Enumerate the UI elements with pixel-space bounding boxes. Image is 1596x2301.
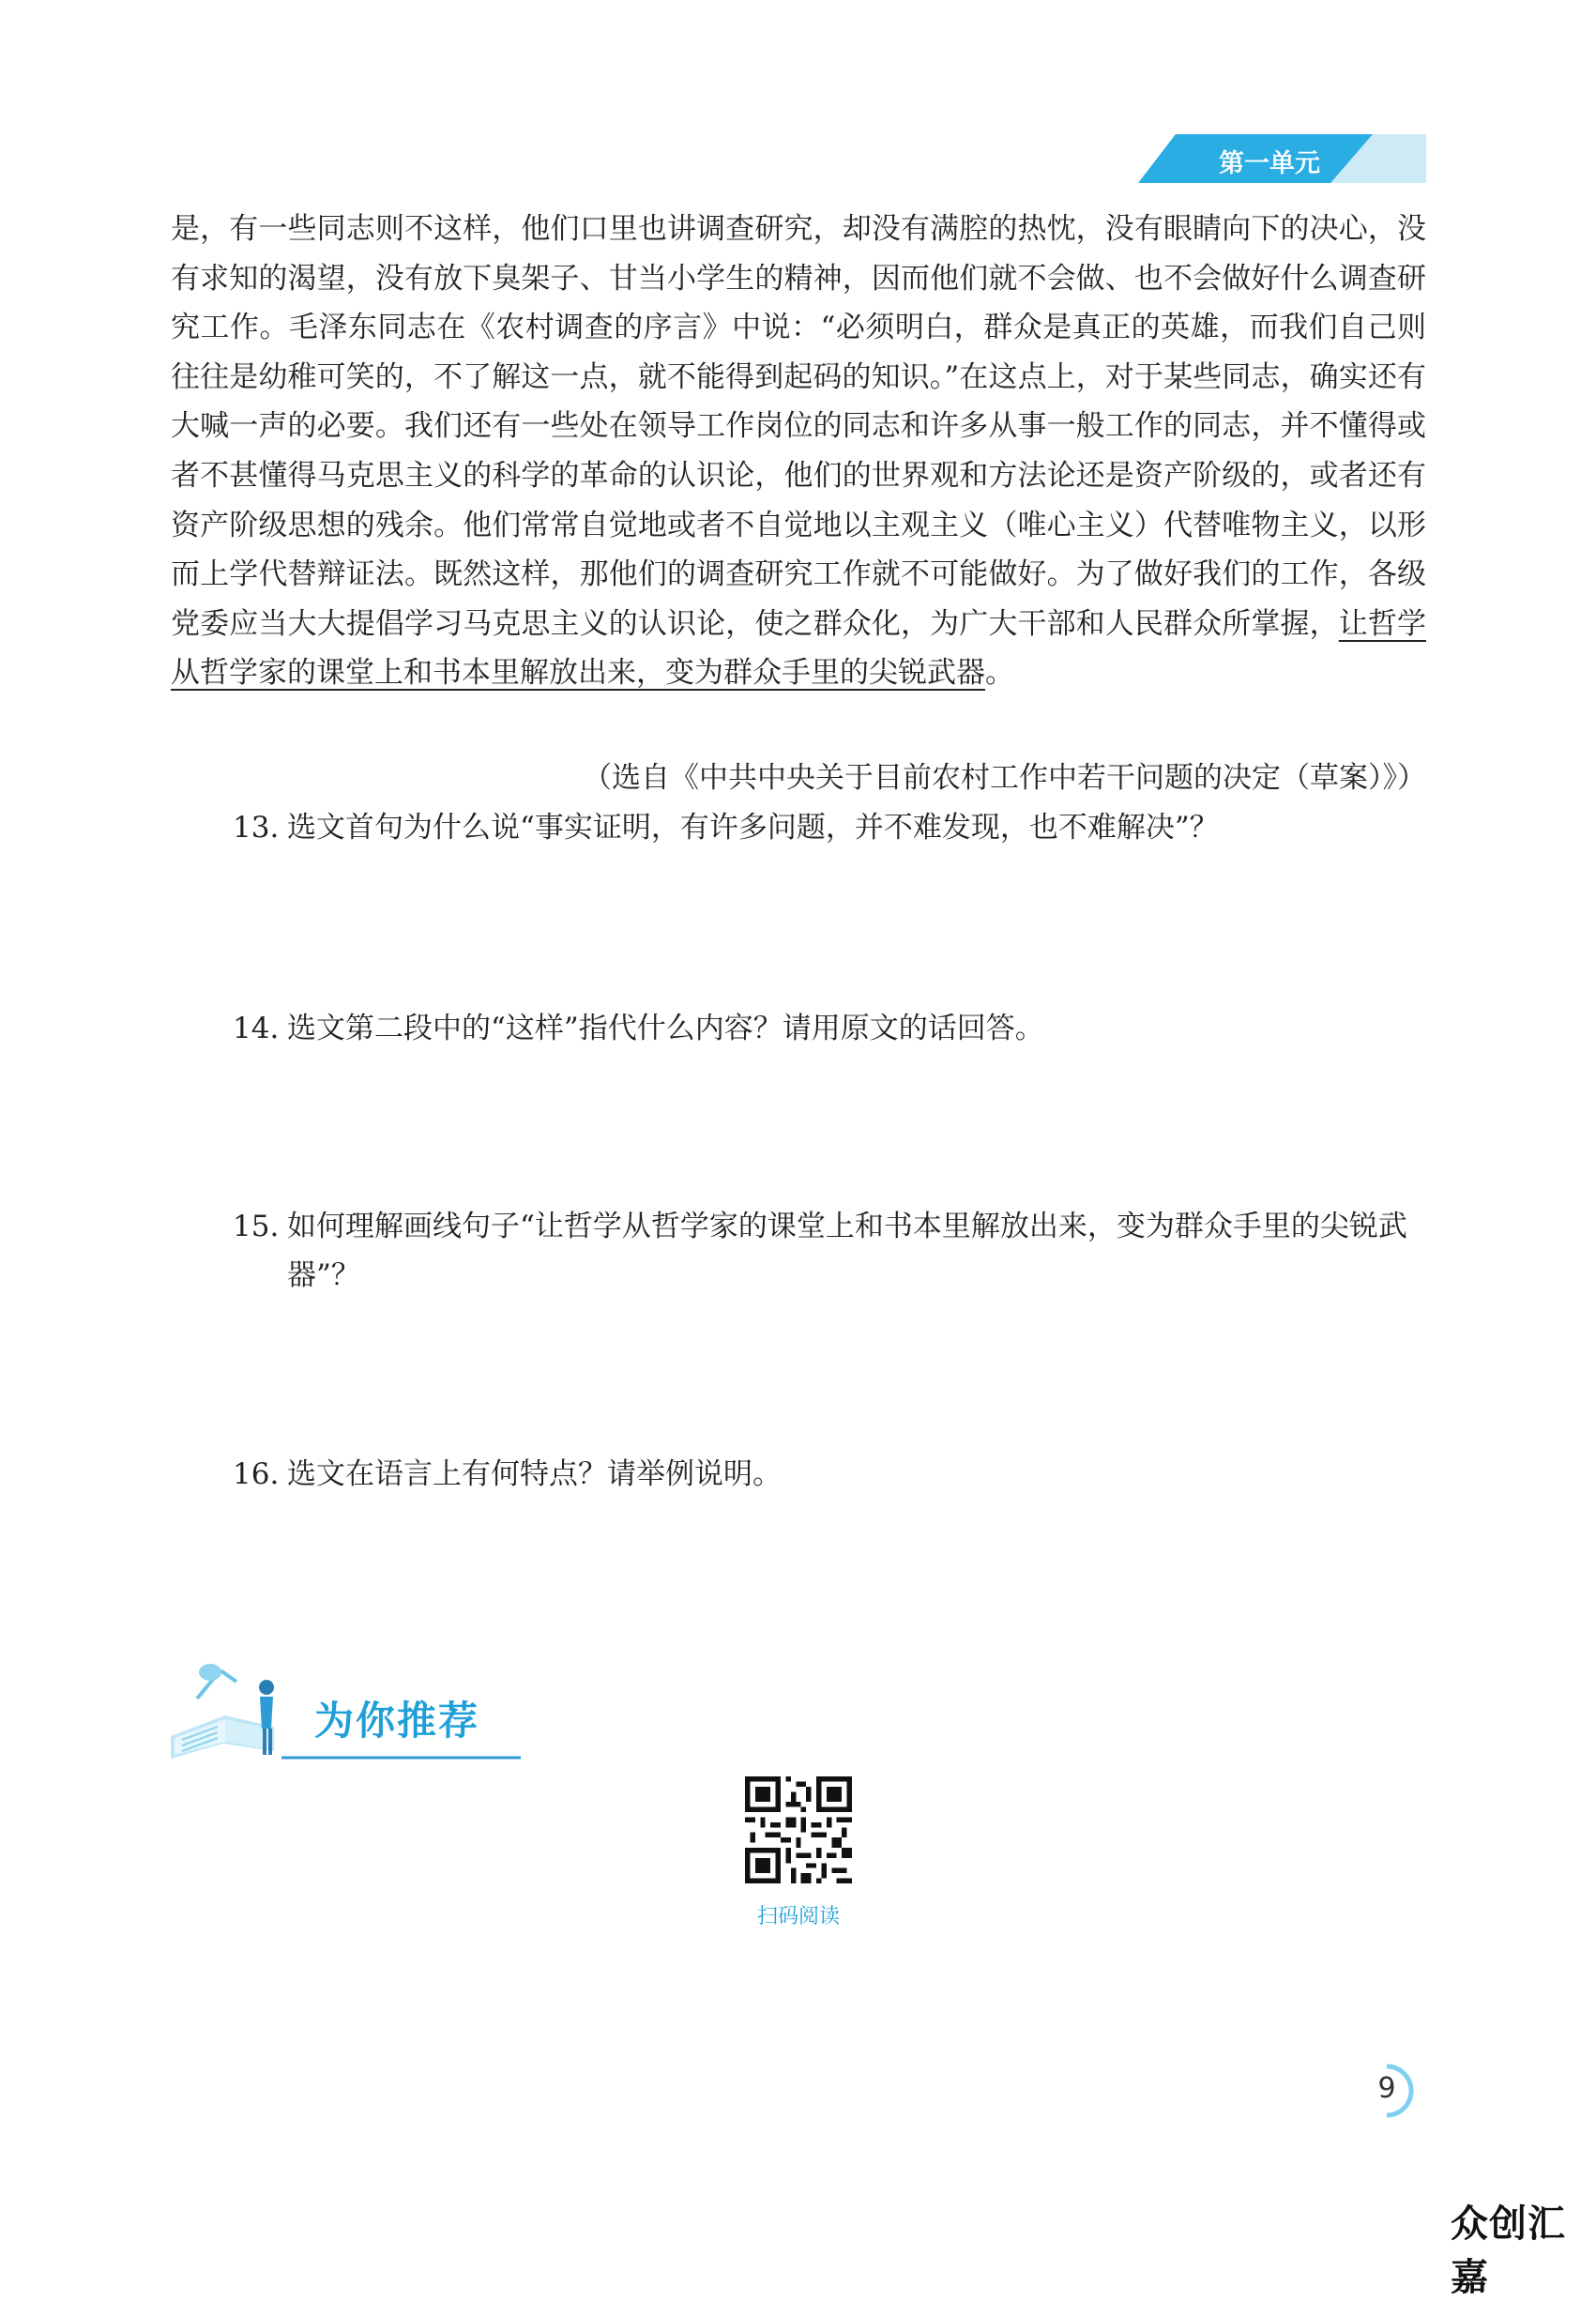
page-number: 9 — [1377, 2072, 1396, 2105]
passage-source: （选自《中共中央关于目前农村工作中若干问题的决定（草案）》） — [583, 761, 1426, 795]
question-15 — [233, 1202, 1426, 1300]
question-text: 选文第二段中的“这样”指代什么内容？请用原文的话回答。 — [287, 1012, 1044, 1045]
recommend-header — [169, 1661, 521, 1762]
question-number: 13. — [233, 811, 280, 845]
question-number: 16. — [233, 1457, 280, 1491]
reading-passage — [171, 205, 1426, 698]
underlined-sentence: 让哲学从哲学家的课堂上和书本里解放出来，变为群众手里的尖锐武器 — [171, 606, 1427, 691]
question-14 — [233, 1004, 1426, 1053]
passage-text: 是，有一些同志则不这样，他们口里也讲调查研究，却没有满腔的热忱，没有眼睛向下的决心，没有求知的渴望，没有放下臭架子、甘当小学生的精神，因而他们就不会做、也不会做好什么调查研究工作。毛泽东同志在《农村调查的序言》中说：“必须明白，群众是真正的英雄，而我们自己则往往是幼稚可笑的，不了解这一点，就不能得到起码的知识。”在这点上，对于某些同志，确实还有大喊一声的必要。我们还有一些处在领导工作岗位的同志和许多从事一般工作的同志，并不懂得或者不甚懂得马克思主义的科学的革命的认识论，他们的世界观和方法论还是资产阶级的，或者还有资产阶级思想的残余。他们常常自觉地或者不自觉地以主观主义（唯心主义）代替唯物主义，以形而上学代替辩证法。既然这样，那他们的调查研究工作就不可能做好。为了做好我们的工作，各级党委应当大大提倡学习马克思主义的认识论，使之群众化，为广大干部和人民群众所掌握， — [171, 212, 1426, 641]
question-number: 15. — [233, 1210, 280, 1243]
watermark: 众创汇嘉 — [1451, 2202, 1566, 2299]
unit-label: 第一单元 — [1219, 149, 1320, 178]
qr-label: 扫码阅读 — [756, 1905, 840, 1928]
question-text: 选文首句为什么说“事实证明，有许多问题，并不难发现，也不难解决”？ — [287, 811, 1219, 845]
question-number: 14. — [233, 1012, 280, 1045]
recommend-title: 为你推荐 — [314, 1698, 480, 1744]
unit-tab — [1138, 134, 1426, 183]
question-text: 选文在语言上有何特点？请举例说明。 — [287, 1457, 782, 1491]
question-text: 如何理解画线句子“让哲学从哲学家的课堂上和书本里解放出来，变为群众手里的尖锐武器”？ — [287, 1210, 1407, 1292]
question-16 — [233, 1450, 1426, 1499]
question-13 — [233, 803, 1426, 852]
page-number-badge — [1359, 2063, 1422, 2119]
qr-code[interactable] — [745, 1776, 852, 1883]
passage-end: 。 — [985, 656, 1014, 691]
